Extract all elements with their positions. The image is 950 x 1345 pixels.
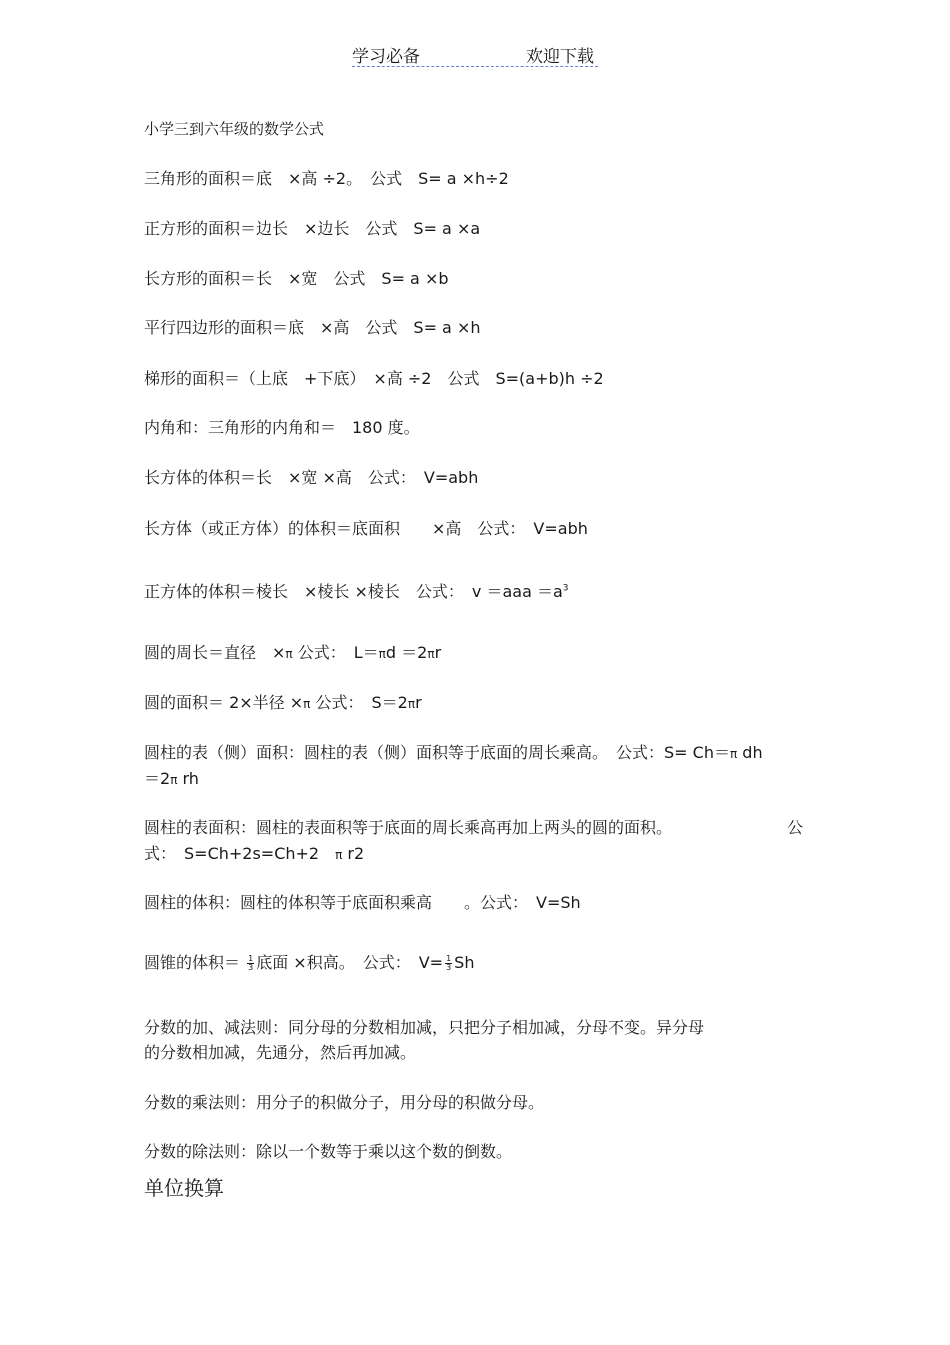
surface-area-part-b: 式： S=Ch+2s=Ch+2 xyxy=(144,844,336,863)
formula-cuboid-base-volume: 长方体（或正方体）的体积＝底面积 ×高 公式： V=abh xyxy=(144,519,588,538)
page-header xyxy=(352,40,598,67)
pi-symbol: π xyxy=(407,697,416,711)
pi-symbol: π xyxy=(303,697,311,711)
document-title: 小学三到六年级的数学公式 xyxy=(144,120,325,138)
formula-cuboid-volume: 长方体的体积＝长 ×宽 ×高 公式： V=abh xyxy=(144,468,479,487)
pi-symbol: π xyxy=(170,773,178,787)
fraction-numerator: 1 xyxy=(446,954,452,963)
cone-volume-part-b: 底面 ×积高。 公式： V= xyxy=(256,953,444,972)
formula-circle-area xyxy=(144,690,422,717)
fraction-numerator: 1 xyxy=(248,954,254,963)
formula-cylinder-volume: 圆柱的体积：圆柱的体积等于底面积乘高 。公式： V=Sh xyxy=(144,893,581,912)
fraction-one-third xyxy=(445,955,452,972)
pi-symbol: π xyxy=(335,848,343,862)
pi-symbol: π xyxy=(729,747,738,761)
fraction-denominator: 3 xyxy=(248,963,254,972)
formula-trapezoid-area: 梯形的面积＝（上底 +下底） ×高 ÷2 公式 S=(a+b)h ÷2 xyxy=(144,369,604,388)
circumference-part-d: r xyxy=(434,643,442,662)
circle-area-part-c: r xyxy=(415,693,422,712)
pi-symbol: π xyxy=(427,647,435,661)
cone-volume-part-c: Sh xyxy=(454,953,475,972)
formula-triangle-area: 三角形的面积＝底 ×高 ÷2。 公式 S= a ×h÷2 xyxy=(144,169,509,188)
header-left-text: 学习必备 xyxy=(352,47,420,67)
lateral-area-part-c: ＝2 xyxy=(144,769,171,788)
rule-fraction-add-subtract: 分数的加、减法则：同分母的分数相加减，只把分子相加减，分母不变。异分母 xyxy=(144,1018,705,1037)
formula-triangle-angles: 内角和：三角形的内角和＝ 180 度。 xyxy=(144,418,420,437)
cube-volume-text: 正方体的体积＝棱长 ×棱长 ×棱长 公式： v ＝aaa ＝a xyxy=(144,582,563,601)
formula-cylinder-lateral-area xyxy=(144,740,763,767)
circumference-part-c: d ＝2 xyxy=(385,643,428,662)
formula-cylinder-surface-area-end: 公 xyxy=(787,818,804,837)
section-heading-unit-conversion: 单位换算 xyxy=(144,1176,224,1200)
circumference-part-a: 圆的周长＝直径 × xyxy=(144,643,286,662)
lateral-area-part-d: rh xyxy=(177,769,199,788)
fraction-one-third xyxy=(247,955,254,972)
cube-volume-exponent: 3 xyxy=(562,583,569,594)
pi-symbol: π xyxy=(285,647,293,661)
circle-area-part-b: 公式： S＝2 xyxy=(310,693,408,712)
formula-rectangle-area: 长方形的面积＝长 ×宽 公式 S= a ×b xyxy=(144,269,449,288)
circumference-part-b: 公式： L＝ xyxy=(292,643,379,662)
surface-area-part-c: r2 xyxy=(342,844,365,863)
rule-fraction-multiply: 分数的乘法则：用分子的积做分子，用分母的积做分母。 xyxy=(144,1093,545,1112)
lateral-area-part-b: dh xyxy=(737,743,763,762)
rule-fraction-add-subtract-cont: 的分数相加减，先通分，然后再加减。 xyxy=(144,1043,417,1062)
formula-square-area: 正方形的面积＝边长 ×边长 公式 S= a ×a xyxy=(144,219,481,238)
pi-symbol: π xyxy=(378,647,386,661)
header-right-text: 欢迎下载 xyxy=(526,47,594,67)
formula-circle-circumference xyxy=(144,640,441,667)
formula-parallelogram-area: 平行四边形的面积＝底 ×高 公式 S= a ×h xyxy=(144,318,481,337)
cone-volume-part-a: 圆锥的体积＝ xyxy=(144,953,241,972)
formula-cylinder-surface-area: 圆柱的表面积：圆柱的表面积等于底面的周长乘高再加上两头的圆的面积。 xyxy=(144,818,673,837)
lateral-area-part-a: 圆柱的表（侧）面积：圆柱的表（侧）面积等于底面的周长乘高。 公式：S= Ch＝ xyxy=(144,743,730,762)
circle-area-part-a: 圆的面积＝ 2×半径 × xyxy=(144,693,304,712)
formula-cone-volume xyxy=(144,950,474,976)
formula-cylinder-lateral-area-cont xyxy=(144,766,199,793)
rule-fraction-divide: 分数的除法则：除以一个数等于乘以这个数的倒数。 xyxy=(144,1142,513,1161)
formula-cylinder-surface-area-cont xyxy=(144,841,364,868)
formula-cube-volume xyxy=(144,579,569,605)
fraction-denominator: 3 xyxy=(446,963,452,972)
